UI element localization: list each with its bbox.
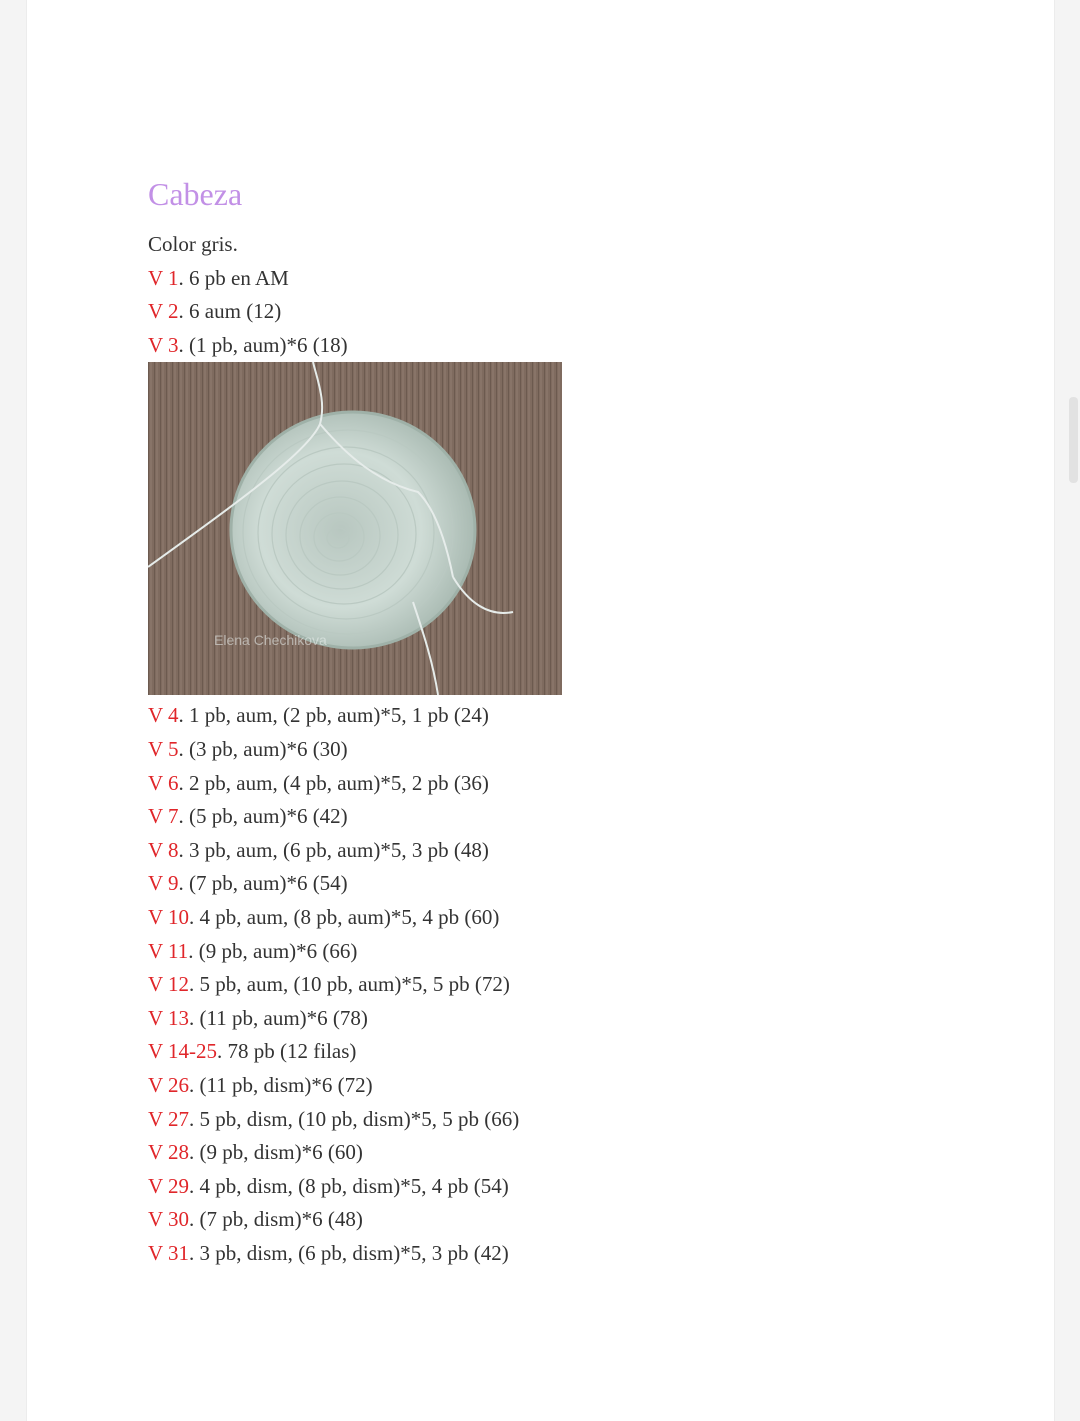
rounds-list-after-photo [148, 699, 908, 1270]
round-instruction: . 1 pb, aum, (2 pb, aum)*5, 1 pb (24) [178, 703, 489, 728]
round-label: V 31 [148, 1240, 190, 1265]
round-label: V 6 [148, 770, 179, 795]
round-label: V 1 [148, 265, 179, 290]
round-instruction: . 6 pb en AM [178, 265, 289, 290]
round-label: V 9 [148, 871, 179, 896]
round-label: V 10 [148, 904, 190, 929]
round-line [148, 1237, 908, 1271]
round-label: V 13 [148, 1005, 190, 1030]
round-line [148, 1069, 908, 1103]
round-instruction: . 78 pb (12 filas) [217, 1039, 357, 1064]
round-label: V 26 [148, 1072, 190, 1097]
round-instruction: . 5 pb, aum, (10 pb, aum)*5, 5 pb (72) [189, 972, 510, 997]
round-instruction: . 2 pb, aum, (4 pb, aum)*5, 2 pb (36) [178, 770, 489, 795]
round-label: V 5 [148, 736, 179, 761]
round-label: V 7 [148, 804, 179, 829]
round-line [148, 329, 908, 363]
round-line [148, 262, 908, 296]
round-line [148, 1103, 908, 1137]
round-instruction: . (5 pb, aum)*6 (42) [178, 804, 348, 829]
crochet-circle-image [148, 362, 562, 695]
round-line [148, 867, 908, 901]
round-label: V 11 [148, 938, 189, 963]
round-line [148, 901, 908, 935]
round-line [148, 968, 908, 1002]
round-line [148, 1203, 908, 1237]
round-line [148, 834, 908, 868]
round-instruction: . (9 pb, dism)*6 (60) [189, 1140, 363, 1165]
round-instruction: . 6 aum (12) [178, 299, 282, 324]
round-label: V 2 [148, 299, 179, 324]
round-label: V 3 [148, 332, 179, 357]
section-title: Cabeza [148, 176, 243, 212]
round-instruction: . 5 pb, dism, (10 pb, dism)*5, 5 pb (66) [189, 1106, 520, 1131]
round-line [148, 767, 908, 801]
round-line [148, 733, 908, 767]
round-line [148, 1035, 908, 1069]
round-instruction: . (11 pb, dism)*6 (72) [189, 1072, 373, 1097]
photo-watermark: Elena Chechikova [214, 632, 327, 649]
rounds-list-before-photo [148, 262, 908, 363]
round-label: V 14-25 [148, 1039, 218, 1064]
round-line [148, 800, 908, 834]
round-line [148, 699, 908, 733]
round-instruction: . 4 pb, aum, (8 pb, aum)*5, 4 pb (60) [189, 904, 500, 929]
round-instruction: . 3 pb, aum, (6 pb, aum)*5, 3 pb (48) [178, 837, 489, 862]
round-line [148, 295, 908, 329]
round-line [148, 1136, 908, 1170]
round-instruction: . (1 pb, aum)*6 (18) [178, 332, 348, 357]
article-content [148, 168, 908, 1270]
round-label: V 29 [148, 1173, 190, 1198]
crochet-photo [148, 362, 562, 695]
round-instruction: . (7 pb, dism)*6 (48) [189, 1207, 363, 1232]
round-instruction: . (9 pb, aum)*6 (66) [188, 938, 358, 963]
round-instruction: . (11 pb, aum)*6 (78) [189, 1005, 368, 1030]
round-instruction: . (3 pb, aum)*6 (30) [178, 736, 348, 761]
round-line [148, 935, 908, 969]
round-instruction: . (7 pb, aum)*6 (54) [178, 871, 348, 896]
round-line [148, 1170, 908, 1204]
round-instruction: . 3 pb, dism, (6 pb, dism)*5, 3 pb (42) [189, 1240, 509, 1265]
round-line [148, 1002, 908, 1036]
round-label: V 8 [148, 837, 179, 862]
scrollbar-thumb[interactable] [1069, 397, 1078, 483]
round-label: V 4 [148, 703, 179, 728]
round-label: V 12 [148, 972, 190, 997]
round-label: V 30 [148, 1207, 190, 1232]
round-instruction: . 4 pb, dism, (8 pb, dism)*5, 4 pb (54) [189, 1173, 509, 1198]
round-label: V 28 [148, 1140, 190, 1165]
color-note: Color gris. [148, 232, 238, 256]
round-label: V 27 [148, 1106, 190, 1131]
